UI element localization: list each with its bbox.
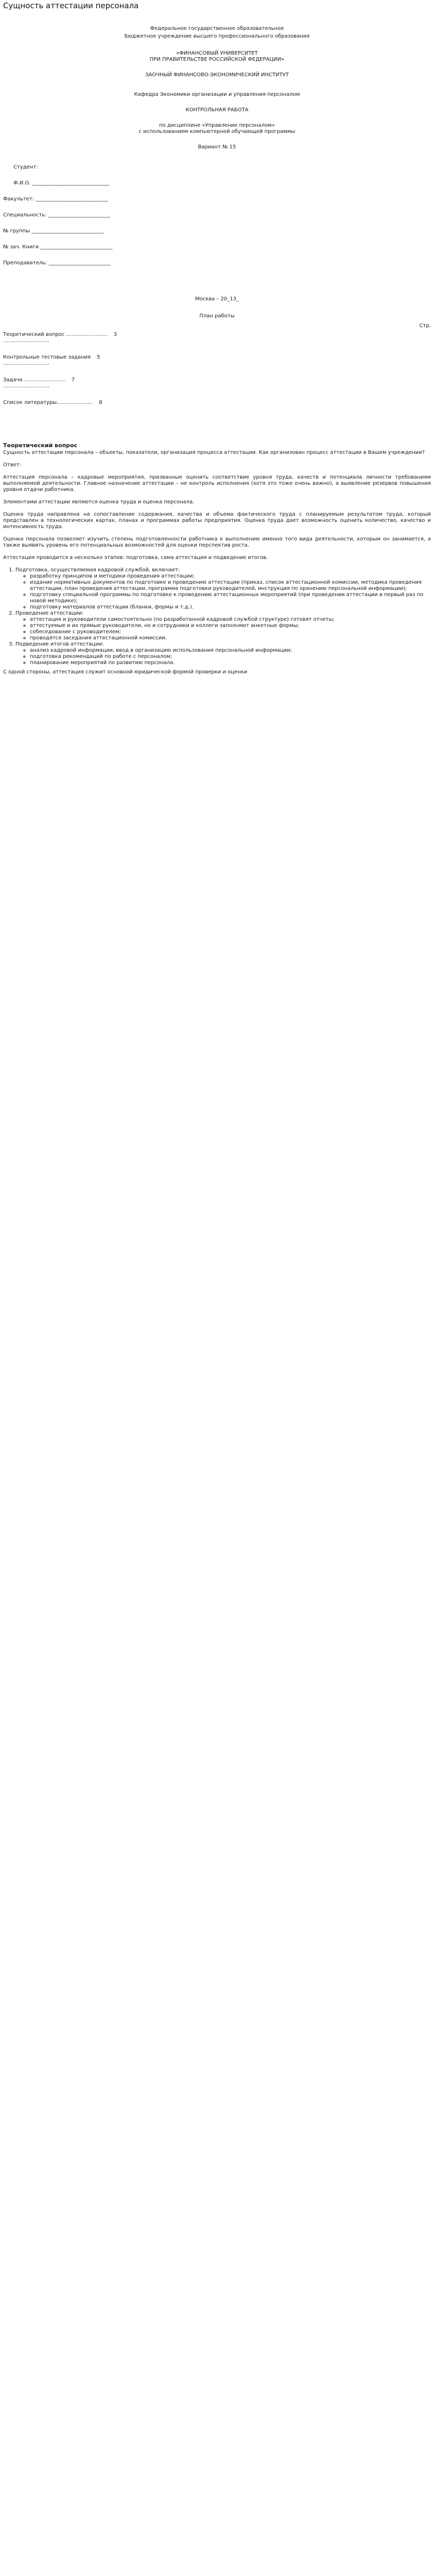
list-item: ◦ планирование мероприятий по развитию персонала. xyxy=(30,660,431,666)
discipline-line-2: с использованием компьютерной обучающей программы xyxy=(138,129,295,134)
city-year: Москва – 20_13_ xyxy=(195,296,239,302)
fio-field: Ф.И.О. ______________________________ xyxy=(13,180,110,186)
toc-page-number: 5 xyxy=(97,354,100,360)
toc-label: Задача …………………… xyxy=(3,377,65,383)
document-page xyxy=(0,0,436,675)
toc-row xyxy=(3,332,431,338)
title-page xyxy=(3,26,431,150)
list-item: ◦ подготовку материалов аттестации (бланки, формы и т.д.). xyxy=(30,604,431,611)
paragraph: Элементами аттестации являются оценка труда и оценка персонала. xyxy=(3,499,195,505)
theory-question: Сущность аттестации персонала – объекты, показатели, организация процесса аттестации. Как организован процесс аттестации в Вашем учреждении? xyxy=(3,450,425,455)
specialty-field: Специальность: ________________________ xyxy=(3,212,110,218)
page-label: Стр. xyxy=(419,323,431,329)
list-item: ◦ аттестация и руководители самостоятельно (по разработанной кадровой службой структуре) готовят отчеты; xyxy=(30,617,431,623)
list-item: ◦ разработку принципов и методики проведения аттестации; xyxy=(30,573,431,580)
toc-page-number: 3 xyxy=(113,332,117,337)
toc-row xyxy=(3,377,431,383)
toc-row xyxy=(3,400,431,406)
student-label: Студент: xyxy=(13,164,38,170)
toc-label: Теоретический вопрос …………………… xyxy=(3,332,108,337)
paragraph: Оценка персонала позволяет изучить степень подготовленности работника к выполнению именно того вида деятельности, которым он занимается, а также выявить уровень его потенциальных возможностей для оценки перспектив роста. xyxy=(3,536,431,548)
org-line-2: Бюджетное учреждение высшего профессионального образования xyxy=(124,33,310,39)
answer-label: Ответ: xyxy=(3,462,21,468)
list-item: 1. Подготовка, осуществляемая кадровой службой, включает: ◦ разработку принципов и методики проведения аттестации; ◦ издание нормативных документов по подготовке и проведению аттестации (приказ, список аттестационной комиссии, методика проведения аттестации, план проведения аттестации, программа подготовки руководителей, инструкция по хранению персональной информации); ◦ подготовку специальной программы по подготовке к проведению аттестационных мероприятий (при проведении аттестации в первый раз по новой методике); ◦ подготовку материалов аттестации (бланки, формы и т.д.). xyxy=(15,567,431,611)
list-item: ◦ подготовка рекомендаций по работе с персоналом; xyxy=(30,654,431,660)
list-item: ◦ издание нормативных документов по подготовке и проведению аттестации (приказ, список аттестационной комиссии, методика проведения аттестации, план проведения аттестации, программа подготовки руководителей, инструкция по хранению персональной информации); xyxy=(30,580,431,592)
toc-label: Контрольные тестовые задания xyxy=(3,354,91,360)
variant-number: Вариант № 15 xyxy=(198,144,236,150)
toc-label: Список литературы………………… xyxy=(3,400,93,405)
department-name: Кафедра Экономики организации и управления персоналом xyxy=(134,92,300,97)
paragraph: Аттестация персонала – кадровые мероприятия, призванные оценить соответствие уровня труда, качеств и потенциала личности требованиям выполняемой деятельности. Главное назначение аттестации – не контроль исполнения (хотя это тоже очень важно), а выявление резервов повышения уровня отдачи работника. xyxy=(3,474,431,493)
group-field: № группы ____________________________ xyxy=(3,228,104,234)
plan-title: План работы xyxy=(199,313,235,319)
toc-dots: ……………………… xyxy=(3,361,49,366)
list-item: ◦ подготовку специальной программы по подготовке к проведению аттестационных мероприятий (при проведении аттестации в первый раз по новой методике); xyxy=(30,592,431,604)
toc-row xyxy=(3,354,431,361)
discipline-line-1: по дисциплине «Управление персоналом» xyxy=(159,123,275,128)
theory-heading: Теоретический вопрос xyxy=(3,442,78,449)
toc-dots: ……………………… xyxy=(3,383,49,389)
paragraph: Оценка труда направлена на сопоставление содержания, качества и объема фактического труда с планируемым результатом труда, который представлен в технологических картах, планах и программах работы предприятия. Оценка труда дает возможность оценить количество, качество и интенсивность труда. xyxy=(3,512,431,530)
list-item: 2. Проведение аттестации: ◦ аттестация и руководители самостоятельно (по разработанной кадровой службой структуре) готовят отчеты; ◦ аттестуемые и их прямые руководители, но и сотрудники и коллеги заполняют анкетные формы; ◦ собеседование с руководителем; ◦ проводятся заседания аттестационной комиссии. xyxy=(15,611,431,641)
list-item: ◦ аттестуемые и их прямые руководители, но и сотрудники и коллеги заполняют анкетные формы; xyxy=(30,623,431,629)
book-field: № зач. Книги ____________________________ xyxy=(3,244,113,250)
paragraph: С одной стороны, аттестация служит основной юридической формой проверки и оценки xyxy=(3,669,248,675)
university-line-2: ПРИ ПРАВИТЕЛЬСТВЕ РОССИЙСКОЙ ФЕДЕРАЦИИ» xyxy=(149,57,285,62)
page-title: Сущность аттестации персонала xyxy=(3,1,139,10)
student-fields xyxy=(3,164,431,266)
toc-page-number: 7 xyxy=(71,377,75,383)
teacher-field: Преподаватель: ________________________ xyxy=(3,260,111,266)
faculty-field: Факультет: ____________________________ xyxy=(3,196,108,202)
list-item: ◦ анализ кадровой информации, ввод в организацию использования персональной информации; xyxy=(30,648,431,654)
list-item: 3. Подведение итогов аттестации: ◦ анализ кадровой информации, ввод в организацию использования персональной информации; ◦ подготовка рекомендаций по работе с персоналом; ◦ планирование мероприятий по развитию персонала. xyxy=(15,641,431,666)
org-line-1: Федеральное государственное образовательное xyxy=(150,26,284,31)
institute-name: ЗАОЧНЫЙ ФИНАНСОВО-ЭКОНОМИЧЕСКИЙ ИНСТИТУТ xyxy=(145,72,289,78)
table-of-contents xyxy=(3,332,431,406)
list-item: ◦ проводятся заседания аттестационной комиссии. xyxy=(30,635,431,641)
work-type: КОНТРОЛЬНАЯ РАБОТА xyxy=(185,107,249,113)
stages-list xyxy=(3,567,431,666)
toc-dots: ……………………… xyxy=(3,338,49,344)
paragraph: Аттестация проводится в несколько этапов: подготовка, сама аттестация и подведение итогов. xyxy=(3,555,268,561)
toc-page-number: 8 xyxy=(99,400,102,405)
university-line-1: «ФИНАНСОВЫЙ УНИВЕРСИТЕТ xyxy=(176,50,258,56)
list-item: ◦ собеседование с руководителем; xyxy=(30,629,431,635)
